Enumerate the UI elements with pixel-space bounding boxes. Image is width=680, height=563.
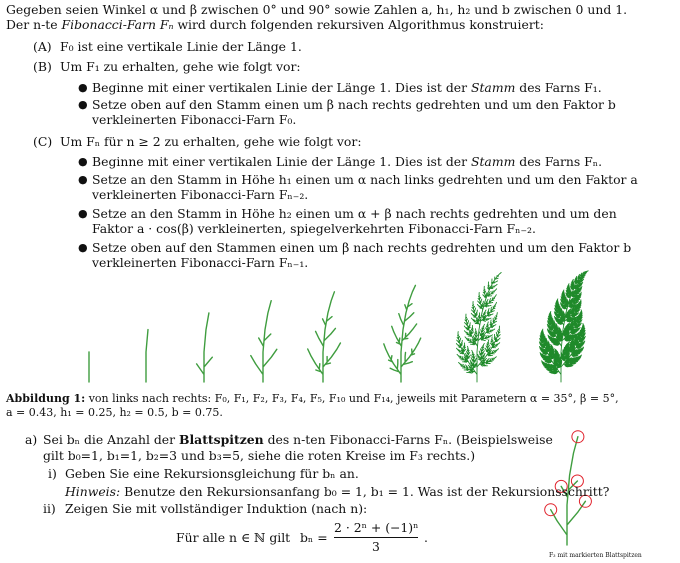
subtask-i-label: i) [48,466,57,481]
hint-line: Hinweis: Benutze den Rekursionsanfang b₀ = 1, b₁ = 1. Was ist der Rekursionsschritt? [65,484,610,499]
intro-line-2: Der n-te Fibonacci-Farn Fₙ wird durch folgenden rekursiven Algorithmus konstruiert: [6,17,544,32]
item-b-text: Um F₁ zu erhalten, gehe wie folgt vor: [60,59,301,74]
fern-f10 [456,273,501,383]
fern-f14 [539,271,588,382]
item-c-bullet-2-l1: Setze an den Stamm in Höhe h₁ einen um α nach links gedrehten und um den Faktor a [92,172,638,187]
item-c-bullet-4-l1: Setze oben auf den Stammen einen um β nach rechts gedrehten und um den Faktor b [92,240,632,255]
figure-caption-l2: a = 0.43, h₁ = 0.25, h₂ = 0.5, b = 0.75. [6,406,223,419]
intro-line-1: Gegeben seien Winkel α und β zwischen 0° und 90° sowie Zahlen a, h₁, h₂ und b zwischen 0 und 1. [6,2,628,17]
item-c-bullet-3-l2: Faktor a · cos(β) verkleinerten, spiegelverkehrten Fibonacci-Farn Fₙ₋₂. [92,221,536,236]
fern-f4 [308,292,341,382]
formula-period: . [424,530,428,545]
subtask-ii-label: ii) [43,501,56,516]
item-c-bullet-4-l2: verkleinerten Fibonacci-Farn Fₙ₋₁. [92,255,309,270]
subtask-i-text: Geben Sie eine Rekursionsgleichung für bₙ an. [65,466,359,481]
task-a-label: a) [25,432,38,447]
item-c-bullet-1: Beginne mit einer vertikalen Linie der Länge 1. Dies ist der Stamm des Farns Fₙ. [92,154,603,169]
fern-f1 [146,330,148,382]
formula-denominator: 3 [372,539,380,554]
figure-caption-l1: Abbildung 1: von links nach rechts: F₀, F₁, F₂, F₃, F₄, F₅, F₁₀ und F₁₄, jeweils mit Parametern α = 35°, β = 5°, [6,392,619,405]
item-c-label: (C) [33,134,53,149]
item-b-bullet-2-l1: Setze oben auf den Stamm einen um β nach rechts gedrehten und um den Faktor b [92,97,616,112]
bullet-dot: ● [78,98,88,111]
item-a-label: (A) [33,39,52,54]
item-b-label: (B) [33,59,52,74]
formula-lead: Für alle n ∈ ℕ gilt [176,530,291,545]
formula-numerator: 2 · 2ⁿ + (−1)ⁿ [334,520,419,535]
item-b-bullet-2-l2: verkleinerten Fibonacci-Farn F₀. [92,112,297,127]
side-fern-caption: F₃ mit markierten Blattspitzen [549,552,642,559]
fern-f3 [251,301,277,382]
item-a-text: F₀ ist eine vertikale Linie der Länge 1. [60,39,302,54]
subtask-ii-text: Zeigen Sie mit vollständiger Induktion (nach n): [65,501,368,516]
fraction-bar [334,537,418,538]
fern-f5 [384,285,421,382]
item-b-bullet-1: Beginne mit einer vertikalen Linie der Länge 1. Dies ist der Stamm des Farns F₁. [92,80,602,95]
bullet-dot: ● [78,81,88,94]
bullet-dot: ● [78,155,88,168]
leaf-tip-marker [572,431,584,443]
formula-lhs: bₙ = [300,530,328,545]
fern-f2 [197,313,213,382]
bullet-dot: ● [78,207,88,220]
bullet-dot: ● [78,241,88,254]
task-a-line-2: gilt b₀=1, b₁=1, b₂=3 und b₃=5, siehe die roten Kreise im F₃ rechts.) [43,448,476,463]
item-c-text: Um Fₙ für n ≥ 2 zu erhalten, gehe wie folgt vor: [60,134,362,149]
leaf-tip-marker [545,504,557,516]
task-a-line-1: Sei bₙ die Anzahl der Blattspitzen des n-ten Fibonacci-Farns Fₙ. (Beispielsweise [43,432,553,447]
bullet-dot: ● [78,173,88,186]
item-c-bullet-3-l1: Setze an den Stamm in Höhe h₂ einen um α + β nach rechts gedrehten und um den [92,206,617,221]
item-c-bullet-2-l2: verkleinerten Fibonacci-Farn Fₙ₋₂. [92,187,309,202]
